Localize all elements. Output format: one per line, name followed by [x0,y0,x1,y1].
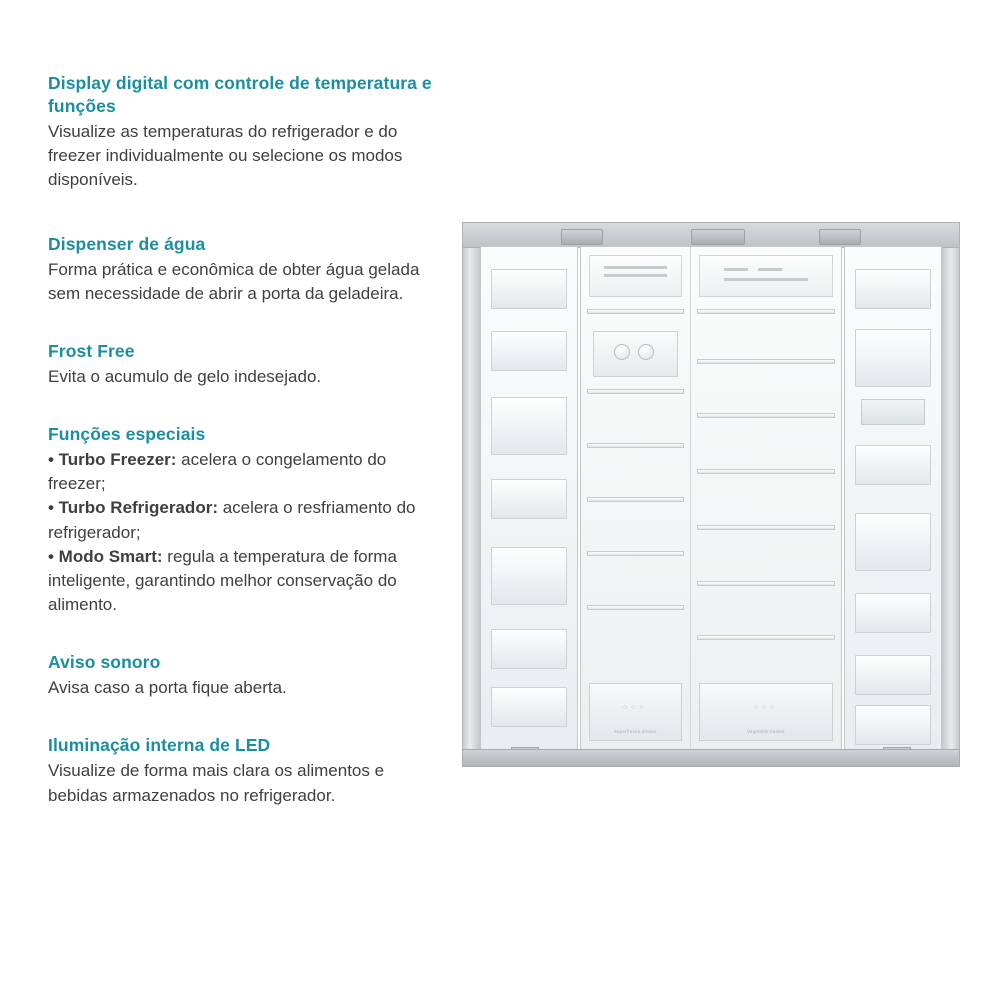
door-bin [491,687,567,727]
vent-line [724,268,748,271]
shelf [697,413,835,418]
vegetable-drawer [699,683,833,741]
hinge-center [691,229,745,245]
bullet-lead: • Turbo Freezer: [48,450,177,470]
bullet-modo-smart [48,545,448,617]
feature-body: Visualize as temperaturas do refrigerador e do freezer individualmente ou selecione os modos disponíveis. [48,122,403,190]
vent-line [724,278,808,281]
hinge-right [819,229,861,245]
bullet-rest: acelera o resfriamento do refrigerador; [48,498,416,542]
feature-list [48,72,448,834]
shelf [697,635,835,640]
door-bin [491,331,567,371]
hinge-left [561,229,603,245]
door-bin [491,479,567,519]
door-bin [855,329,931,387]
feature-title: Aviso sonoro [48,652,161,673]
feature-body: Visualize de forma mais clara os alimentos e bebidas armazenados no refrigerador. [48,761,385,805]
refrigerator-product-image [462,222,960,782]
drawer-label: Vegetable basket [746,729,785,734]
door-bin [491,629,567,669]
bullet-turbo-freezer [48,448,448,496]
feature-aviso-sonoro [48,651,448,700]
door-bin [491,269,567,309]
feature-title: Funções especiais [48,424,206,445]
vent-line [758,268,782,271]
shelf [697,525,835,530]
feature-funcoes-especiais [48,423,448,617]
feature-title: Dispenser de água [48,233,206,254]
shelf [587,551,684,556]
feature-body: Avisa caso a porta fique aberta. [48,678,287,698]
freezer-top-panel [589,255,682,297]
door-bin [855,593,931,633]
feature-title: Frost Free [48,340,135,361]
freezer-compartment [581,247,691,749]
door-bin [855,705,931,745]
shelf [587,309,684,314]
shelf [697,581,835,586]
door-bin [491,397,567,455]
feature-body: Forma prática e econômica de obter água gelada sem necessidade de abrir a porta da geladeira. [48,259,420,303]
door-bin [855,269,931,309]
feature-dispenser-agua [48,233,448,306]
shelf [697,469,835,474]
feature-body: Evita o acumulo de gelo indesejado. [48,367,322,386]
fridge-top-panel [699,255,833,297]
bullet-turbo-refrigerador [48,496,448,544]
drawer-label: Superfreeze drawer [613,729,657,734]
bullet-lead: • Turbo Refrigerador: [48,498,218,518]
feature-title: Iluminação interna de LED [48,735,271,756]
refrigerator-door-open [844,246,942,750]
door-bin [855,445,931,485]
feature-bullets [48,448,448,617]
door-bin [855,513,931,571]
ice-dial [614,344,630,360]
shelf [587,497,684,502]
fridge-compartment [691,247,841,749]
shelf [587,605,684,610]
cabinet-top-bar [462,222,960,248]
feature-title: Display digital com controle de temperatura e funções [48,73,432,117]
shelf [587,443,684,448]
door-bin [491,547,567,605]
drawer-knobs: ○○○ [622,704,648,711]
ice-dial [638,344,654,360]
feature-frost-free [48,340,448,389]
vent-line [604,274,667,277]
refrigerator-cabinet [462,222,960,767]
freezer-door-open [480,246,578,750]
ice-maker-panel [593,331,678,377]
drawer-knobs: ○○○ [753,704,779,711]
shelf [587,389,684,394]
bullet-rest: acelera o congelamento do freezer; [48,450,387,494]
door-bin [855,655,931,695]
bullet-rest: regula a temperatura de forma inteligente, garantindo melhor conservação do alimento. [48,546,397,614]
cabinet-base-bar [462,749,960,767]
feature-iluminacao-led [48,734,448,807]
refrigerator-interior [580,246,842,750]
feature-display-digital [48,72,448,193]
shelf [697,309,835,314]
shelf [697,359,835,364]
freezer-drawer [589,683,682,741]
bullet-lead: • Modo Smart: [48,546,163,566]
water-dispenser [861,399,925,425]
vent-line [604,266,667,269]
